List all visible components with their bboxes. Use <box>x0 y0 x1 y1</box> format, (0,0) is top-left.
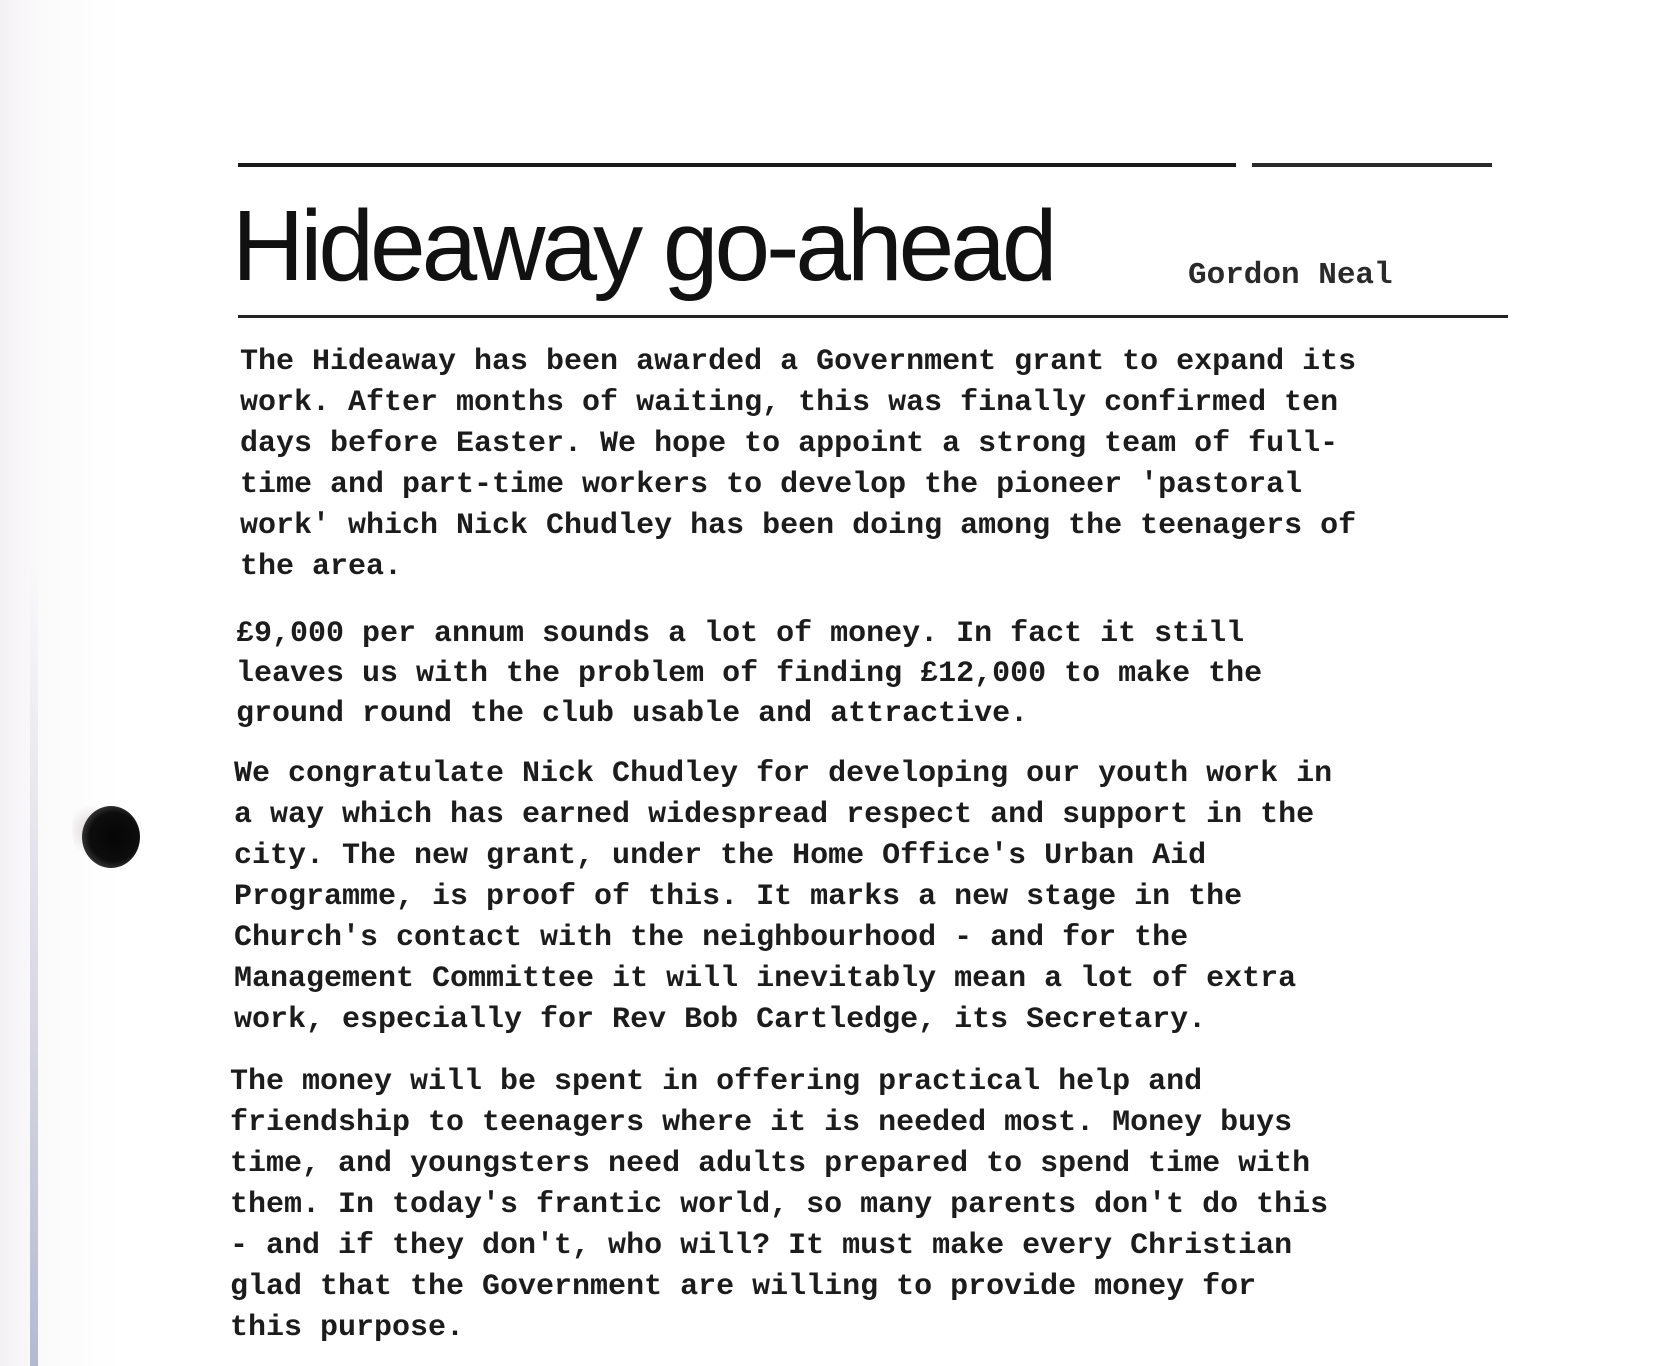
top-rule-right <box>1252 163 1492 167</box>
paragraph: The Hideaway has been awarded a Government grant to expand its work. After months of waiting, this was finally confirmed ten days before Easter. We hope to appoint a strong team of full- time and part-time workers to develop the pioneer 'pastoral work' which Nick Chudley has been doing among the teenagers of the area. <box>240 345 1357 584</box>
headline: Hideaway go-ahead <box>232 190 1054 302</box>
punch-hole <box>82 806 140 868</box>
byline: Gordon Neal <box>1188 258 1393 293</box>
paragraph: £9,000 per annum sounds a lot of money. In fact it still leaves us with the problem of finding £12,000 to make the ground round the club usable and attractive. <box>236 617 1263 731</box>
headline-rule <box>238 315 1508 318</box>
paragraph: The money will be spent in offering practical help and friendship to teenagers where it is needed most. Money buys time, and youngsters need adults prepared to spend time with them. In today's frantic world, so many parents don't do this - and if they don't, who will? It must make every Christian glad that the Government are willing to provide money for this purpose. <box>230 1065 1329 1345</box>
top-rule <box>238 163 1236 167</box>
paper-edge-shadow <box>30 560 38 1366</box>
paragraph: We congratulate Nick Chudley for developing our youth work in a way which has earned widespread respect and support in the city. The new grant, under the Home Office's Urban Aid Programme, is proof of this. It marks a new stage in the Church's contact with the neighbourhood - and for the Management Committee it will inevitably mean a lot of extra work, especially for Rev Bob Cartledge, its Secretary. <box>234 757 1333 1037</box>
